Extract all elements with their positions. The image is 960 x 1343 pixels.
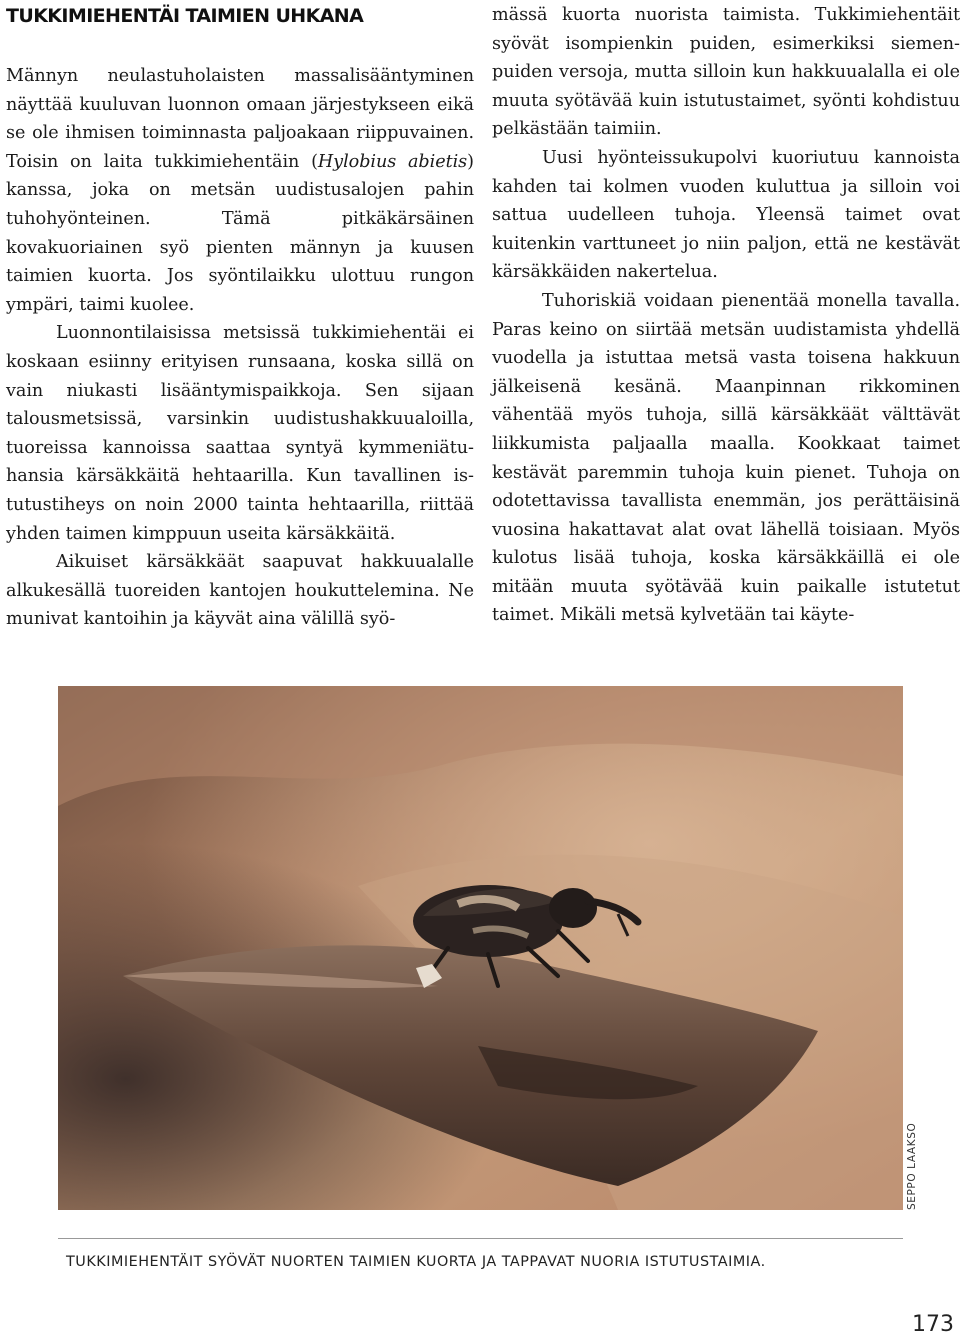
article-title: TUKKIMIEHENTÄI TAIMIEN UHKANA <box>6 5 364 27</box>
page-number: 173 <box>912 1312 954 1337</box>
paragraph-4: mässä kuorta nuorista taimista. Tukkimiehentäit syövät isompienkin puiden, esimerkiksi siemenpuiden versoja, mutta silloin kun hakkuualalla ei ole muuta syötävää kuin istutustaimet, syönti kohdistuu pelkästään taimiin. <box>492 5 960 140</box>
paragraph-3: Aikuiset kärsäkkäät saapuvat hakkuualalle alkukesällä tuoreiden kantojen houkuttelemina. Ne munivat kantoihin ja käyvät aina välillä syö- <box>6 552 474 630</box>
paragraph-2: Luonnontilaisissa metsissä tukkimiehentäi ei koskaan esiinny erityisen runsaana, koska sillä on vain niukasti lisääntymispaikkoja. Sen sijaan talousmetsissä, varsinkin uudistushakkuualoilla, tuoreissa kannoissa saattaa syntyä kymmeniätuhansia kärsäkkäitä hehtaarilla. Kun tavallinen istutustiheys on noin 2000 tainta hehtaarilla, riittää yhden taimen kimppuun useita kärsäkkäitä. <box>6 323 474 544</box>
species-name: Hylobius abietis <box>317 151 468 172</box>
caption-divider <box>58 1238 903 1239</box>
left-column <box>6 62 474 634</box>
weevil-photo-illustration <box>58 686 903 1210</box>
photo-caption: TUKKIMIEHENTÄIT SYÖVÄT NUORTEN TAIMIEN KUORTA JA TAPPAVAT NUORIA ISTUTUSTAIMIA. <box>66 1254 766 1270</box>
paragraph-5: Uusi hyönteissukupolvi kuoriutuu kannoista kahden tai kolmen vuoden kuluttua ja silloin voi sattua uudelleen tuhoja. Yleensä taimet ovat kuitenkin varttuneet jo niin paljon, että ne kestävät kärsäkkäiden nakertelua. <box>492 147 960 283</box>
paragraph-6: Tuhoriskiä voidaan pienentää monella tavalla. Paras keino on siirtää metsän uudistamista yhdellä vuodella ja istuttaa metsä vasta toisena hakkuun jälkeisenä kesänä. Maanpinnan rikkominen vähentää myös tuhoja, sillä kärsäkkäät välttävät liikkumista paljaalla maalla. Kookkaat taimet kestävät paremmin tuhoja kuin pienet. Tuhoja on odotettavissa tavallista enemmän, jos perättäisinä vuosina hakattavat alat ovat lähellä toisiaan. Myös kulotus lisää tuhoja, koska kärsäkkäillä ei ole mitään muuta syötävää kuin paikalle istutetut taimet. Mikäli metsä kylvetään tai käyte- <box>492 290 960 626</box>
paragraph-1: Männyn neulastuholaisten massalisääntyminen näyttää kuuluvan luonnon omaan järjestykseen eikä se ole ihmisen toiminnasta paljoakaan riippuvainen. Toisin on laita tukkimiehentäin (Hylobius abietis) kanssa, joka on metsän uudistusalojen pahin tuhohyönteinen. Tämä pitkäkärsäinen kovakuoriainen syö pienten männyn ja kuusen taimien kuorta. Jos syöntilaikku ulottuu rungon ympäri, taimi kuolee. <box>6 66 474 315</box>
weevil-photo <box>58 686 903 1210</box>
right-column <box>492 1 960 630</box>
photo-credit: SEPPO LAAKSO <box>906 1122 918 1210</box>
